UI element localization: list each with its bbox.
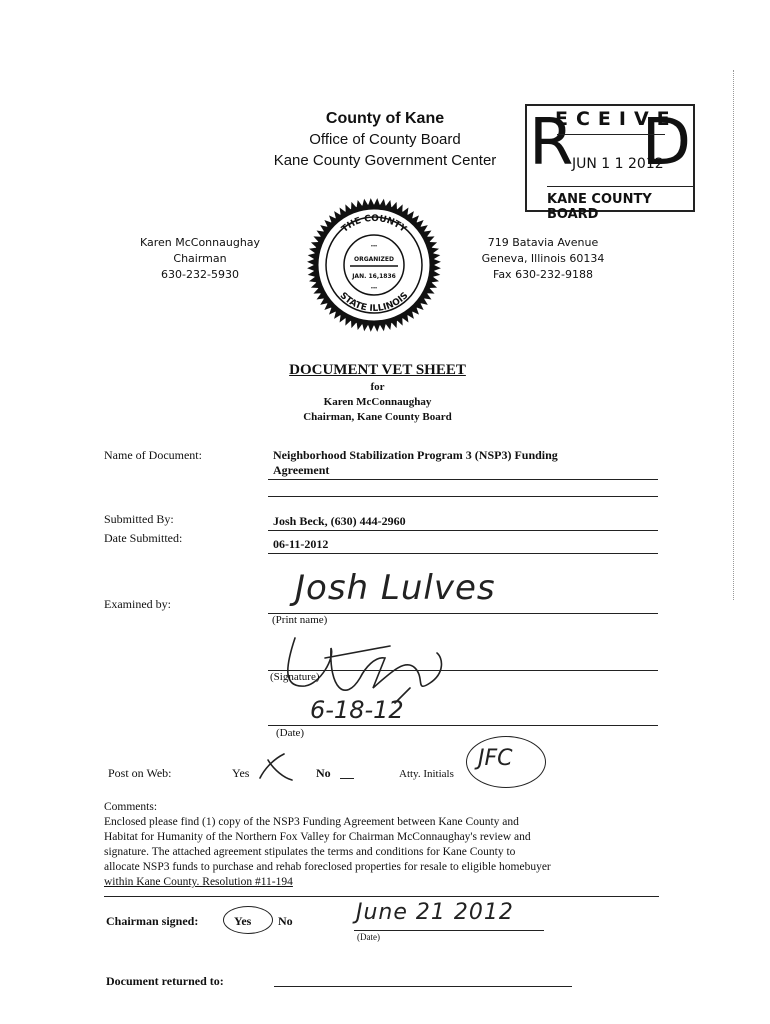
comments-bottom-line (104, 896, 659, 897)
chairman-yes-label: Yes (234, 914, 252, 928)
stamp-divider-2 (547, 186, 695, 187)
handwritten-signed-date: June 21 2012 (356, 900, 514, 925)
submitted-by-label: Submitted By: (104, 512, 174, 526)
vet-sheet-title: DOCUMENT VET SHEET (289, 362, 466, 378)
stamp-received-word: ECEIVE (555, 108, 678, 130)
seal-tooth (374, 198, 380, 205)
city-line: Geneva, Illinois 60134 (481, 252, 605, 265)
post-no-blank (340, 778, 354, 779)
comments-line-4: allocate NSP3 funds to purchase and rehab foreclosed properties for resale to eligible homebuyer (104, 861, 551, 873)
county-title: County of Kane (325, 110, 445, 127)
stamp-left-letter: R (529, 106, 574, 180)
document-returned-label: Document returned to: (106, 974, 224, 988)
date-submitted-line (268, 553, 658, 554)
address-line: 719 Batavia Avenue (487, 236, 599, 249)
stamp-divider (557, 134, 665, 135)
scan-margin-mark (733, 70, 734, 600)
seal-tooth (307, 259, 314, 265)
seal-top-text: THE COUNTY (340, 213, 408, 235)
document-name-label: Name of Document: (104, 448, 202, 462)
seal-tooth (374, 325, 380, 332)
vet-name: Karen McConnaughay (323, 396, 432, 408)
date-submitted-value: 06-11-2012 (273, 537, 329, 551)
comments-line-2: Habitat for Humanity of the Northern Fox Valley for Chairman McConnaughay's review and (104, 831, 531, 843)
comments-block (104, 800, 664, 890)
stamp-board: KANE COUNTY BOARD (547, 192, 652, 222)
date-caption: (Date) (276, 727, 305, 739)
seal-tooth (434, 259, 441, 265)
post-yes-check-icon (254, 750, 296, 786)
chairman-no-label: No (278, 914, 293, 928)
stamp-date: JUN 1 1 2012 (572, 156, 664, 172)
seal-tooth (368, 325, 374, 332)
post-on-web-label: Post on Web: (108, 766, 172, 780)
handwritten-date: 6-18-12 (310, 696, 404, 724)
comments-line-3: signature. The attached agreement stipulates the terms and conditions for Kane County to (104, 846, 516, 858)
chairman-signed-label: Chairman signed: (106, 914, 199, 928)
examined-by-label: Examined by: (104, 597, 171, 611)
stamp-right-letter: D (641, 106, 691, 180)
vet-for: for (370, 381, 385, 393)
date-submitted-label: Date Submitted: (104, 531, 183, 545)
fax-line: Fax 630-232-9188 (493, 268, 593, 281)
office-line: Office of County Board (309, 131, 461, 148)
signed-date-line (354, 930, 544, 931)
comments-line-5: within Kane County. Resolution #11-194 (104, 876, 293, 888)
comments-line-1: Enclosed please find (1) copy of the NSP3 Funding Agreement between Kane County and (104, 816, 519, 828)
seal-date: JAN. 16,1836 (352, 273, 396, 280)
signature-caption: (Signature) (270, 671, 320, 683)
atty-initials-label: Atty. Initials (399, 768, 454, 780)
document-name-line-1 (268, 479, 658, 480)
print-name-caption: (Print name) (272, 614, 328, 626)
seal-tooth (434, 265, 441, 271)
government-center-line: Kane County Government Center (273, 152, 497, 169)
comments-label: Comments: (104, 801, 158, 813)
document-name-value-2: Agreement (273, 463, 330, 477)
received-stamp (525, 104, 695, 222)
handwritten-print-name: Josh Lulves (295, 568, 496, 608)
document-name-line-2 (268, 496, 658, 497)
chairman-name: Karen McConnaughay (139, 236, 261, 249)
handwritten-initials: JFC (478, 746, 513, 771)
seal-bottom-text: STATE ILLINOIS (337, 290, 411, 315)
contact-left (130, 235, 270, 283)
post-yes-label: Yes (232, 766, 250, 780)
seal-dots-bottom: ••• (370, 286, 378, 292)
seal-tooth (368, 198, 374, 205)
county-seal-icon (306, 192, 442, 338)
signed-date-caption: (Date) (357, 932, 380, 942)
signature-line (268, 670, 658, 671)
chairman-role: Chairman (173, 252, 227, 265)
document-name-value-1: Neighborhood Stabilization Program 3 (NSP3) Funding (273, 448, 558, 462)
submitted-by-line (268, 530, 658, 531)
contact-right (468, 235, 618, 283)
chairman-phone: 630-232-5930 (161, 268, 239, 281)
seal-tooth (307, 265, 314, 271)
seal-dots-top: ••• (370, 244, 378, 250)
post-no-label: No (316, 766, 331, 780)
document-returned-line (274, 986, 572, 987)
seal-organized: ORGANIZED (354, 256, 394, 263)
submitted-by-value: Josh Beck, (630) 444-2960 (273, 514, 406, 528)
date-line (268, 725, 658, 726)
vet-role: Chairman, Kane County Board (303, 411, 452, 423)
